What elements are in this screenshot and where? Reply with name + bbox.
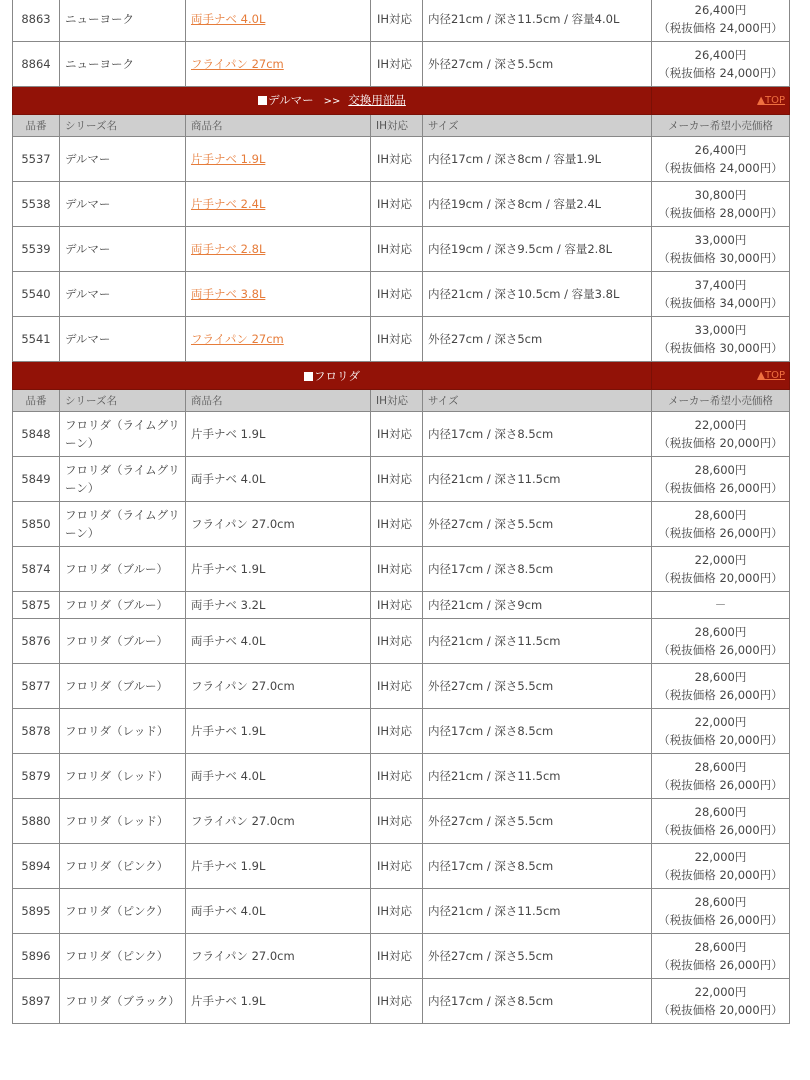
back-to-top-link[interactable]: ▲TOP	[757, 369, 785, 381]
series-name: デルマー	[60, 137, 186, 182]
table-row	[13, 412, 790, 457]
ih-compatible: IH対応	[371, 619, 423, 664]
item-number: 5878	[13, 709, 60, 754]
product-name: 片手ナベ 1.9L	[191, 994, 266, 1008]
product-name-cell	[186, 502, 371, 547]
replacement-parts-link[interactable]: 交換用部品	[348, 92, 406, 107]
price-incl-tax: 30,800円	[694, 188, 747, 202]
price-incl-tax: 22,000円	[694, 553, 747, 567]
top-link-cell	[652, 87, 790, 115]
item-number: 5537	[13, 137, 60, 182]
ih-compatible: IH対応	[371, 934, 423, 979]
product-name-cell	[186, 182, 371, 227]
ih-compatible: IH対応	[371, 272, 423, 317]
size: 外径27cm / 深さ5.5cm	[423, 799, 652, 844]
product-name-cell	[186, 137, 371, 182]
square-bullet-icon	[304, 372, 313, 381]
item-number: 5880	[13, 799, 60, 844]
price-incl-tax: 28,600円	[694, 463, 747, 477]
price-excl-tax: （税抜価格 20,000円）	[658, 571, 783, 585]
price-cell	[652, 317, 790, 362]
price-incl-tax: 26,400円	[694, 48, 747, 62]
item-number: 5538	[13, 182, 60, 227]
item-number: 5897	[13, 979, 60, 1024]
price-incl-tax: －	[714, 598, 727, 612]
item-number: 5539	[13, 227, 60, 272]
product-link[interactable]: 両手ナベ 4.0L	[191, 12, 266, 26]
col-header-ih: IH対応	[371, 390, 423, 412]
col-header-price: メーカー希望小売価格	[652, 390, 790, 412]
square-bullet-icon	[258, 96, 267, 105]
price-excl-tax: （税抜価格 26,000円）	[658, 688, 783, 702]
price-excl-tax: （税抜価格 30,000円）	[658, 251, 783, 265]
series-name: フロリダ（ブルー）	[60, 619, 186, 664]
price-cell	[652, 502, 790, 547]
price-incl-tax: 33,000円	[694, 323, 747, 337]
product-name-cell	[186, 227, 371, 272]
size: 内径21cm / 深さ10.5cm / 容量3.8L	[423, 272, 652, 317]
item-number: 5876	[13, 619, 60, 664]
col-header-ih: IH対応	[371, 115, 423, 137]
product-name: 両手ナベ 4.0L	[191, 769, 266, 783]
column-header-row	[13, 390, 790, 412]
series-name: デルマー	[60, 317, 186, 362]
product-name-cell	[186, 709, 371, 754]
ih-compatible: IH対応	[371, 799, 423, 844]
size: 外径27cm / 深さ5.5cm	[423, 664, 652, 709]
product-name-cell	[186, 889, 371, 934]
size: 内径19cm / 深さ8cm / 容量2.4L	[423, 182, 652, 227]
ih-compatible: IH対応	[371, 889, 423, 934]
back-to-top-link[interactable]: ▲TOP	[757, 94, 785, 106]
size: 内径21cm / 深さ11.5cm	[423, 619, 652, 664]
product-name: フライパン 27.0cm	[191, 814, 295, 828]
price-cell	[652, 457, 790, 502]
size: 内径17cm / 深さ8.5cm	[423, 709, 652, 754]
table-row	[13, 754, 790, 799]
price-incl-tax: 22,000円	[694, 985, 747, 999]
price-cell	[652, 412, 790, 457]
product-name: フライパン 27.0cm	[191, 949, 295, 963]
section-header-row	[13, 362, 790, 390]
product-name: 片手ナベ 1.9L	[191, 427, 266, 441]
section-title: デルマー	[268, 92, 314, 107]
product-name: 片手ナベ 1.9L	[191, 724, 266, 738]
col-header-series: シリーズ名	[60, 115, 186, 137]
size: 外径27cm / 深さ5.5cm	[423, 934, 652, 979]
ih-compatible: IH対応	[371, 182, 423, 227]
size: 内径17cm / 深さ8.5cm	[423, 844, 652, 889]
price-cell	[652, 889, 790, 934]
price-cell	[652, 934, 790, 979]
product-name: 両手ナベ 4.0L	[191, 472, 266, 486]
table-row	[13, 457, 790, 502]
price-excl-tax: （税抜価格 26,000円）	[658, 481, 783, 495]
series-name: ニューヨーク	[60, 42, 186, 87]
price-incl-tax: 28,600円	[694, 670, 747, 684]
product-name: フライパン 27.0cm	[191, 517, 295, 531]
series-name: フロリダ（ピンク）	[60, 844, 186, 889]
price-incl-tax: 28,600円	[694, 760, 747, 774]
item-number: 8864	[13, 42, 60, 87]
price-incl-tax: 28,600円	[694, 625, 747, 639]
ih-compatible: IH対応	[371, 42, 423, 87]
ih-compatible: IH対応	[371, 0, 423, 42]
product-name-cell	[186, 979, 371, 1024]
price-cell	[652, 0, 790, 42]
table-row	[13, 709, 790, 754]
table-row	[13, 42, 790, 87]
ih-compatible: IH対応	[371, 457, 423, 502]
price-incl-tax: 22,000円	[694, 715, 747, 729]
column-header-row	[13, 115, 790, 137]
price-cell	[652, 547, 790, 592]
product-name-cell	[186, 799, 371, 844]
table-row	[13, 664, 790, 709]
product-name: 両手ナベ 3.2L	[191, 598, 266, 612]
size: 外径27cm / 深さ5.5cm	[423, 502, 652, 547]
price-incl-tax: 22,000円	[694, 850, 747, 864]
price-incl-tax: 26,400円	[694, 3, 747, 17]
series-name: フロリダ（ブラック）	[60, 979, 186, 1024]
price-excl-tax: （税抜価格 34,000円）	[658, 296, 783, 310]
price-incl-tax: 28,600円	[694, 940, 747, 954]
product-table-container	[12, 0, 789, 1024]
price-excl-tax: （税抜価格 20,000円）	[658, 1003, 783, 1017]
price-cell	[652, 619, 790, 664]
series-name: フロリダ（ライムグリーン）	[60, 457, 186, 502]
table-row	[13, 592, 790, 619]
ih-compatible: IH対応	[371, 317, 423, 362]
product-name-cell	[186, 317, 371, 362]
item-number: 5874	[13, 547, 60, 592]
table-row	[13, 0, 790, 42]
col-header-number: 品番	[13, 390, 60, 412]
price-excl-tax: （税抜価格 26,000円）	[658, 958, 783, 972]
item-number: 5894	[13, 844, 60, 889]
size: 内径17cm / 深さ8.5cm	[423, 979, 652, 1024]
section-title: フロリダ	[314, 368, 360, 383]
table-row	[13, 619, 790, 664]
product-name: 両手ナベ 4.0L	[191, 904, 266, 918]
series-name: フロリダ（ライムグリーン）	[60, 502, 186, 547]
item-number: 5896	[13, 934, 60, 979]
size: 内径17cm / 深さ8cm / 容量1.9L	[423, 137, 652, 182]
price-excl-tax: （税抜価格 26,000円）	[658, 778, 783, 792]
size: 内径19cm / 深さ9.5cm / 容量2.8L	[423, 227, 652, 272]
size: 内径17cm / 深さ8.5cm	[423, 412, 652, 457]
series-name: フロリダ（ブルー）	[60, 592, 186, 619]
series-name: デルマー	[60, 272, 186, 317]
price-incl-tax: 33,000円	[694, 233, 747, 247]
price-excl-tax: （税抜価格 26,000円）	[658, 823, 783, 837]
ih-compatible: IH対応	[371, 979, 423, 1024]
ih-compatible: IH対応	[371, 227, 423, 272]
col-header-size: サイズ	[423, 390, 652, 412]
col-header-product: 商品名	[186, 390, 371, 412]
item-number: 5541	[13, 317, 60, 362]
size: 外径27cm / 深さ5cm	[423, 317, 652, 362]
ih-compatible: IH対応	[371, 137, 423, 182]
price-excl-tax: （税抜価格 26,000円）	[658, 913, 783, 927]
series-name: ニューヨーク	[60, 0, 186, 42]
price-excl-tax: （税抜価格 24,000円）	[658, 21, 783, 35]
product-link[interactable]: 片手ナベ 1.9L	[191, 152, 266, 166]
item-number: 5895	[13, 889, 60, 934]
item-number: 5877	[13, 664, 60, 709]
product-name: 両手ナベ 4.0L	[191, 634, 266, 648]
product-name-cell	[186, 664, 371, 709]
product-name-cell	[186, 934, 371, 979]
top-link-cell	[652, 362, 790, 390]
price-cell	[652, 979, 790, 1024]
price-cell	[652, 844, 790, 889]
price-incl-tax: 22,000円	[694, 418, 747, 432]
size: 内径21cm / 深さ11.5cm	[423, 754, 652, 799]
table-row	[13, 317, 790, 362]
price-excl-tax: （税抜価格 24,000円）	[658, 66, 783, 80]
section-title-cell	[13, 362, 652, 390]
item-number: 5875	[13, 592, 60, 619]
table-row	[13, 502, 790, 547]
table-row	[13, 889, 790, 934]
product-link[interactable]: 両手ナベ 3.8L	[191, 287, 266, 301]
series-name: フロリダ（レッド）	[60, 709, 186, 754]
ih-compatible: IH対応	[371, 709, 423, 754]
price-incl-tax: 28,600円	[694, 508, 747, 522]
product-name-cell	[186, 619, 371, 664]
table-row	[13, 844, 790, 889]
product-name-cell	[186, 272, 371, 317]
product-name: 片手ナベ 1.9L	[191, 562, 266, 576]
product-name-cell	[186, 457, 371, 502]
price-excl-tax: （税抜価格 30,000円）	[658, 341, 783, 355]
col-header-product: 商品名	[186, 115, 371, 137]
price-cell	[652, 227, 790, 272]
item-number: 5848	[13, 412, 60, 457]
price-excl-tax: （税抜価格 26,000円）	[658, 643, 783, 657]
series-name: デルマー	[60, 182, 186, 227]
product-name: フライパン 27.0cm	[191, 679, 295, 693]
col-header-number: 品番	[13, 115, 60, 137]
size: 内径21cm / 深さ9cm	[423, 592, 652, 619]
series-name: フロリダ（ブルー）	[60, 547, 186, 592]
product-link[interactable]: 両手ナベ 2.8L	[191, 242, 266, 256]
price-incl-tax: 37,400円	[694, 278, 747, 292]
price-excl-tax: （税抜価格 28,000円）	[658, 206, 783, 220]
ih-compatible: IH対応	[371, 547, 423, 592]
size: 内径17cm / 深さ8.5cm	[423, 547, 652, 592]
series-name: フロリダ（レッド）	[60, 799, 186, 844]
col-header-series: シリーズ名	[60, 390, 186, 412]
price-cell	[652, 799, 790, 844]
price-cell	[652, 272, 790, 317]
product-name-cell	[186, 844, 371, 889]
ih-compatible: IH対応	[371, 592, 423, 619]
table-row	[13, 182, 790, 227]
product-name-cell	[186, 42, 371, 87]
ih-compatible: IH対応	[371, 664, 423, 709]
series-name: フロリダ（ブルー）	[60, 664, 186, 709]
size: 内径21cm / 深さ11.5cm	[423, 457, 652, 502]
product-name-cell	[186, 754, 371, 799]
price-cell	[652, 592, 790, 619]
table-row	[13, 979, 790, 1024]
section-title-cell	[13, 87, 652, 115]
product-name-cell	[186, 547, 371, 592]
item-number: 5849	[13, 457, 60, 502]
table-row	[13, 137, 790, 182]
col-header-price: メーカー希望小売価格	[652, 115, 790, 137]
price-incl-tax: 28,600円	[694, 895, 747, 909]
table-row	[13, 934, 790, 979]
product-link[interactable]: フライパン 27cm	[191, 57, 284, 71]
table-row	[13, 227, 790, 272]
product-link[interactable]: フライパン 27cm	[191, 332, 284, 346]
price-incl-tax: 26,400円	[694, 143, 747, 157]
product-link[interactable]: 片手ナベ 2.4L	[191, 197, 266, 211]
price-cell	[652, 137, 790, 182]
product-name-cell	[186, 0, 371, 42]
item-number: 5879	[13, 754, 60, 799]
price-excl-tax: （税抜価格 26,000円）	[658, 526, 783, 540]
series-name: デルマー	[60, 227, 186, 272]
size: 内径21cm / 深さ11.5cm	[423, 889, 652, 934]
price-cell	[652, 754, 790, 799]
price-cell	[652, 42, 790, 87]
ih-compatible: IH対応	[371, 754, 423, 799]
table-row	[13, 799, 790, 844]
ih-compatible: IH対応	[371, 844, 423, 889]
size: 内径21cm / 深さ11.5cm / 容量4.0L	[423, 0, 652, 42]
item-number: 5850	[13, 502, 60, 547]
price-cell	[652, 709, 790, 754]
price-cell	[652, 182, 790, 227]
price-cell	[652, 664, 790, 709]
series-name: フロリダ（ピンク）	[60, 889, 186, 934]
size: 外径27cm / 深さ5.5cm	[423, 42, 652, 87]
section-separator: >>	[323, 95, 341, 107]
price-excl-tax: （税抜価格 24,000円）	[658, 161, 783, 175]
price-excl-tax: （税抜価格 20,000円）	[658, 436, 783, 450]
item-number: 5540	[13, 272, 60, 317]
product-name: 片手ナベ 1.9L	[191, 859, 266, 873]
series-name: フロリダ（ピンク）	[60, 934, 186, 979]
price-excl-tax: （税抜価格 20,000円）	[658, 868, 783, 882]
table-row	[13, 272, 790, 317]
ih-compatible: IH対応	[371, 502, 423, 547]
series-name: フロリダ（ライムグリーン）	[60, 412, 186, 457]
item-number: 8863	[13, 0, 60, 42]
product-name-cell	[186, 592, 371, 619]
series-name: フロリダ（レッド）	[60, 754, 186, 799]
table-row	[13, 547, 790, 592]
price-incl-tax: 28,600円	[694, 805, 747, 819]
price-excl-tax: （税抜価格 20,000円）	[658, 733, 783, 747]
section-header-row	[13, 87, 790, 115]
product-table	[12, 0, 790, 1024]
product-name-cell	[186, 412, 371, 457]
ih-compatible: IH対応	[371, 412, 423, 457]
col-header-size: サイズ	[423, 115, 652, 137]
